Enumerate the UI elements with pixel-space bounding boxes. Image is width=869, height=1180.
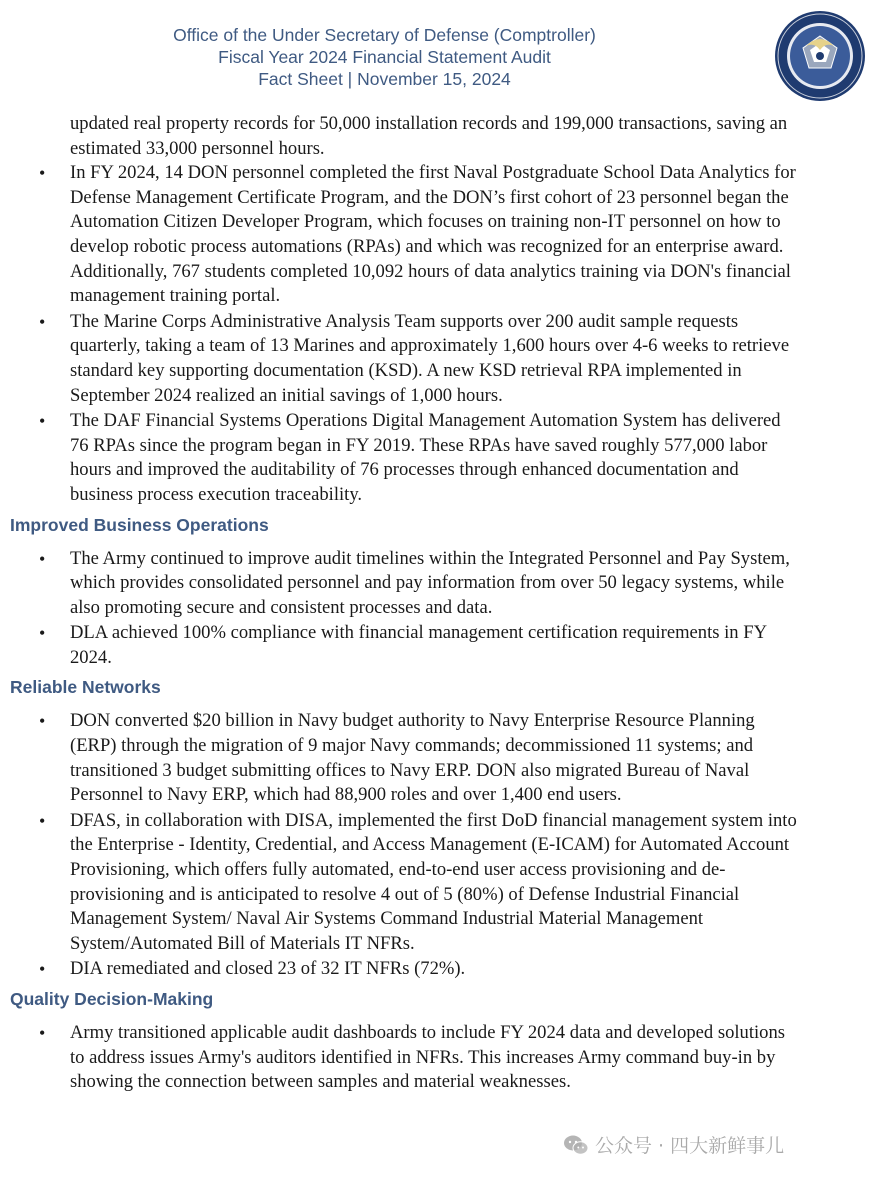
intro-bullet-list (0, 161, 869, 507)
wechat-icon (563, 1134, 589, 1156)
section-quality-decision-making (0, 986, 869, 1095)
page-body (0, 112, 869, 1096)
bullet-icon: • (39, 623, 46, 644)
bullet-icon: • (39, 163, 46, 184)
list-item: • The Marine Corps Administrative Analysis Team supports over 200 audit sample requests quarterly, taking a team of 13 Marines and approximately 1,600 hours over 4-6 weeks to retrieve standard key supporting documentation (KSD). A new KSD retrieval RPA implemented in September 2024 realized an initial savings of 1,000 hours. (39, 310, 790, 406)
section-improved-business-operations (0, 512, 869, 671)
document-header (0, 24, 769, 90)
bullet-icon: • (39, 548, 46, 569)
list-item: • Army transitioned applicable audit dashboards to include FY 2024 data and developed solutions to address issues Army's auditors identified in NFRs. This increases Army command buy-in by showing the connection between samples and material weaknesses. (39, 1022, 786, 1093)
header-office: Office of the Under Secretary of Defense (Comptroller) (173, 25, 596, 45)
dod-comptroller-seal-icon (774, 10, 866, 102)
bullet-icon: • (39, 1023, 46, 1043)
bullet-icon: • (39, 810, 46, 831)
section-bullet-list (0, 1021, 869, 1095)
bullet-icon: • (39, 959, 46, 980)
intro-paragraph: updated real property records for 50,000 installation records and 199,000 transactions, saving an estimated 33,000 personnel hours. (70, 113, 788, 159)
section-bullet-list (0, 547, 869, 671)
watermark-text: 公众号 · 四大新鲜事儿 (595, 1135, 785, 1157)
section-heading: Reliable Networks (10, 677, 161, 698)
section-heading: Quality Decision-Making (10, 989, 214, 1009)
bullet-icon: • (39, 311, 46, 332)
bullet-icon: • (39, 711, 46, 732)
watermark (563, 1131, 784, 1158)
header-audit-title: Fiscal Year 2024 Financial Statement Audit (218, 47, 551, 67)
bullet-icon: • (39, 411, 46, 432)
list-item: • DFAS, in collaboration with DISA, implemented the first DoD financial management system into the Enterprise - Identity, Credential, and Access Management (E-ICAM) for Automated Account Provisioning, which offers fully automated, end-to-end user access provisioning and de-provisioning and is anticipated to resolve 4 out of 5 (80%) of Defense Industrial Financial Management System/ Naval Air Systems Command Industrial Material Management System/Automated Bill of Materials IT NFRs. (39, 809, 797, 954)
list-item: • DLA achieved 100% compliance with financial management certification requirements in FY 2024. (39, 622, 767, 668)
header-fact-sheet-date: Fact Sheet | November 15, 2024 (258, 69, 511, 89)
list-item: • DON converted $20 billion in Navy budget authority to Navy Enterprise Resource Planning (ERP) through the migration of 9 major Navy commands; decommissioned 11 systems; and transitioned 3 budget submitting offices to Navy ERP. DON also migrated Bureau of Naval Personnel to Navy ERP, which had 88,900 roles and over 1,400 end users. (39, 710, 755, 806)
list-item: • The Army continued to improve audit timelines within the Integrated Personnel and Pay System, which provides consolidated personnel and pay information from over 50 legacy systems, while also promoting secure and consistent processes and data. (39, 547, 790, 618)
section-heading: Improved Business Operations (10, 514, 269, 535)
section-bullet-list (0, 709, 869, 982)
list-item: • The DAF Financial Systems Operations Digital Management Automation System has delivered 76 RPAs since the program began in FY 2019. These RPAs have saved roughly 577,000 labor hours and improved the auditability of 76 processes through enhanced documentation and business process execution traceability. (39, 410, 781, 505)
list-item: • DIA remediated and closed 23 of 32 IT NFRs (72%). (70, 957, 800, 982)
list-item: • In FY 2024, 14 DON personnel completed the first Naval Postgraduate School Data Analytics for Defense Management Certificate Program, and the DON’s first cohort of 23 personnel began the Automation Citizen Developer Program, which focuses on training non-IT personnel on how to develop robotic process automations (RPAs) and which was recognized for an enterprise award. Additionally, 767 students completed 10,092 hours of data analytics training via DON's financial management training portal. (39, 162, 796, 307)
section-reliable-networks (0, 674, 869, 982)
